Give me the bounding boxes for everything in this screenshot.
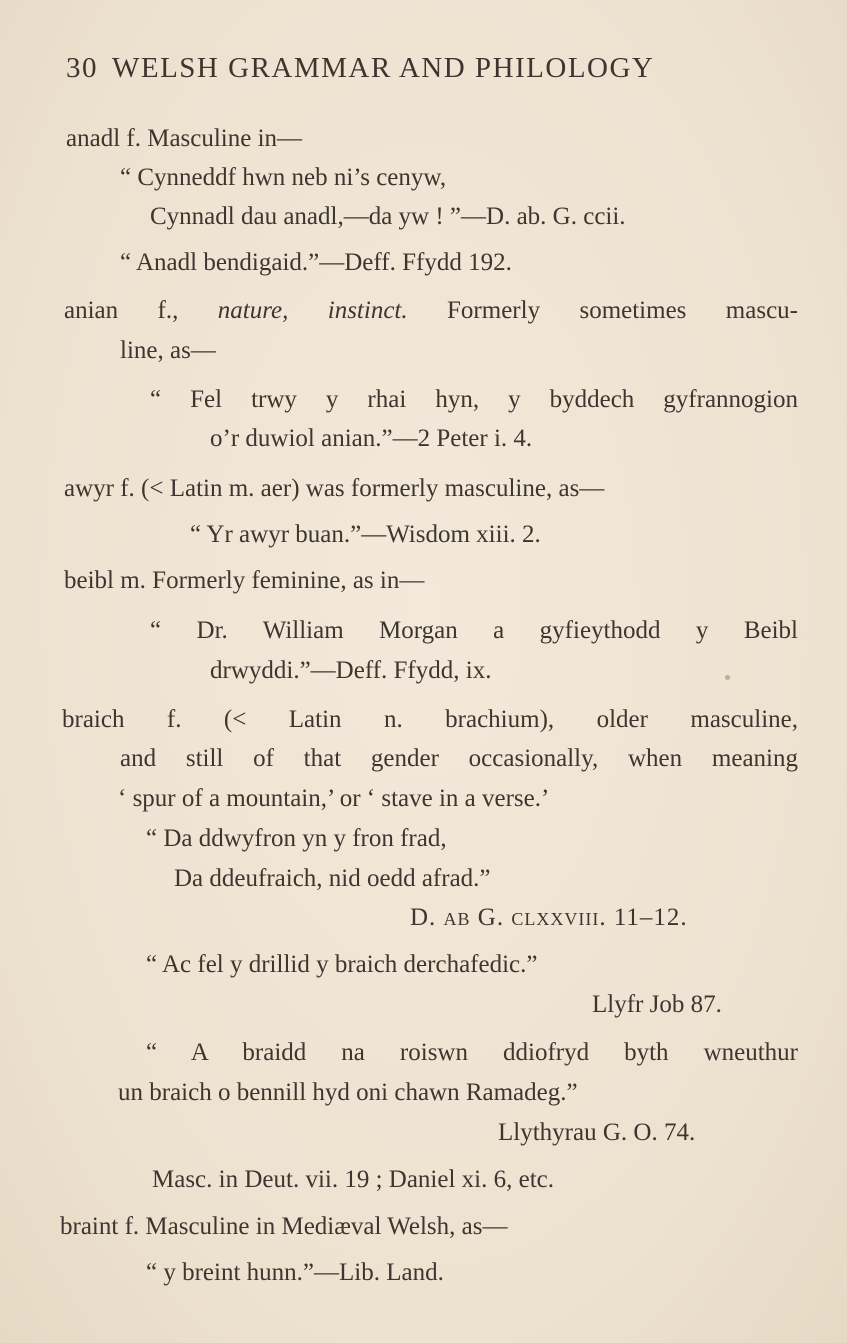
quote-line: “ Cynneddf hwn neb ni’s cenyw,	[120, 164, 447, 191]
quote-line: “ y breint hunn.”—Lib. Land.	[146, 1259, 444, 1286]
quote-line: “ Anadl bendigaid.”—Deff. Ffydd 192.	[120, 249, 512, 276]
quote-line: Da ddeufraich, nid oedd afrad.”	[174, 865, 491, 892]
entry-line: Masc. in Deut. vii. 19 ; Daniel xi. 6, etc.	[152, 1166, 555, 1193]
quote-line: drwyddi.”—Deff. Ffydd, ix.	[210, 657, 492, 684]
entry-anian	[64, 296, 798, 326]
paper-spot	[725, 675, 730, 680]
quote-line: “ Da ddwyfron yn y fron frad,	[146, 825, 447, 852]
entry-text: Formerly sometimes mascu-	[407, 297, 798, 324]
entry-beibl: beibl m. Formerly feminine, as in—	[64, 567, 425, 594]
entry-braint: braint f. Masculine in Mediæval Welsh, as—	[60, 1213, 508, 1240]
quote-line: un braich o bennill hyd oni chawn Ramadeg.”	[118, 1079, 578, 1106]
page-title: WELSH GRAMMAR AND PHILOLOGY	[112, 52, 655, 84]
quote-line: Cynnadl dau anadl,—da yw ! ”—D. ab. G. ccii.	[150, 203, 626, 230]
entry-braich: braich f. (< Latin n. brachium), older masculine,	[62, 706, 798, 733]
quote-line: “ Fel trwy y rhai hyn, y byddech gyfrannogion	[150, 386, 798, 413]
gloss: nature, instinct.	[217, 297, 408, 324]
entry-anadl: anadl f. Masculine in—	[66, 125, 303, 152]
headword: anian f.,	[64, 297, 218, 324]
quote-line: “ A braidd na roiswn ddiofryd byth wneuthur	[146, 1039, 798, 1066]
citation: D. ab G. clxxviii. 11–12.	[410, 904, 688, 931]
entry-line: and still of that gender occasionally, when meaning	[120, 745, 798, 772]
entry-awyr: awyr f. (< Latin m. aer) was formerly masculine, as—	[64, 475, 605, 502]
entry-line: ‘ spur of a mountain,’ or ‘ stave in a verse.’	[118, 785, 550, 812]
entry-line: line, as—	[120, 337, 216, 364]
quote-line: “ Ac fel y drillid y braich derchafedic.”	[146, 951, 538, 978]
quote-line: o’r duwiol anian.”—2 Peter i. 4.	[210, 425, 533, 452]
page-number: 30	[66, 52, 98, 84]
running-header	[66, 52, 654, 85]
citation: Llyfr Job 87.	[592, 991, 722, 1018]
citation: Llythyrau G. O. 74.	[498, 1119, 696, 1146]
quote-line: “ Dr. William Morgan a gyfieythodd y Beibl	[150, 617, 798, 644]
quote-line: “ Yr awyr buan.”—Wisdom xiii. 2.	[190, 521, 541, 548]
